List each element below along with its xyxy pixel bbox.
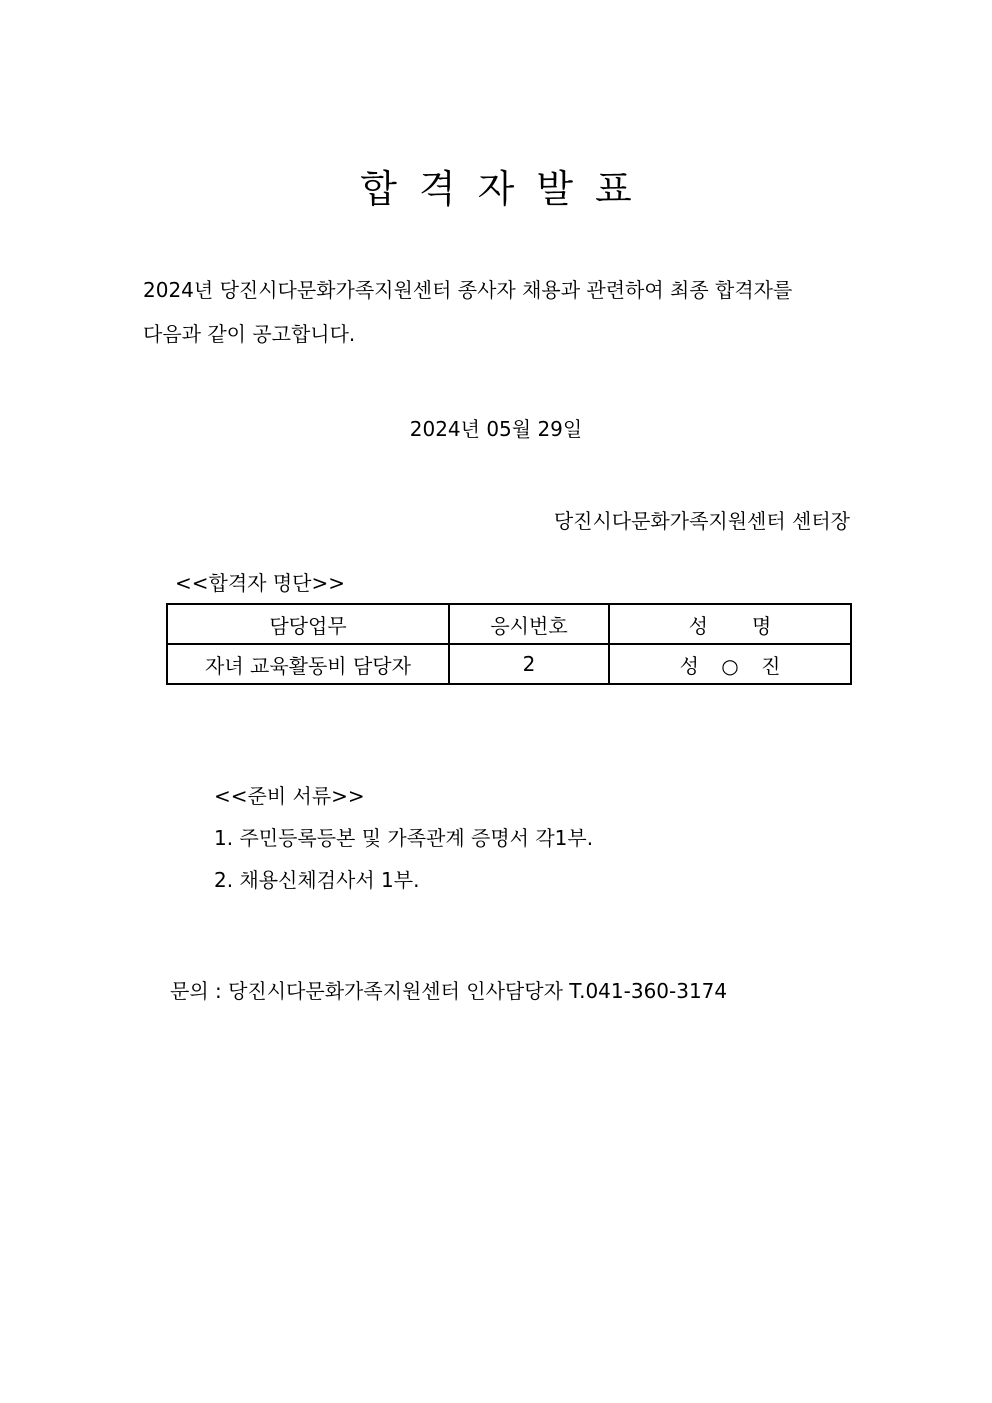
- required-documents: [214, 775, 593, 901]
- header-duty: 담당업무: [167, 604, 449, 644]
- cell-duty: 자녀 교육활동비 담당자: [167, 644, 449, 684]
- header-name: 성명: [609, 604, 851, 644]
- announcement-date: 2024년 05월 29일: [409, 417, 583, 441]
- results-table: [166, 603, 852, 685]
- cell-name: 성 ○ 진: [609, 644, 851, 684]
- contact-info: 문의 : 당진시다문화가족지원센터 인사담당자 T.041-360-3174: [170, 979, 728, 1003]
- table-header-row: [167, 604, 851, 644]
- documents-heading: <<준비 서류>>: [214, 784, 365, 808]
- announcement-intro: [143, 268, 863, 356]
- header-applicant-number: 응시번호: [449, 604, 609, 644]
- table-row: [167, 644, 851, 684]
- list-item: 1. 주민등록등본 및 가족관계 증명서 각1부.: [214, 826, 594, 850]
- page-title: 합격자발표: [360, 167, 654, 211]
- intro-line-1: 2024년 당진시다문화가족지원센터 종사자 채용과 관련하여 최종 합격자를: [143, 278, 793, 302]
- cell-applicant-number: 2: [449, 644, 609, 684]
- list-item: 2. 채용신체검사서 1부.: [214, 868, 420, 892]
- intro-line-2: 다음과 같이 공고합니다.: [143, 322, 356, 346]
- issuer-signature: 당진시다문화가족지원센터 센터장: [553, 509, 850, 533]
- results-heading: <<합격자 명단>>: [175, 571, 345, 595]
